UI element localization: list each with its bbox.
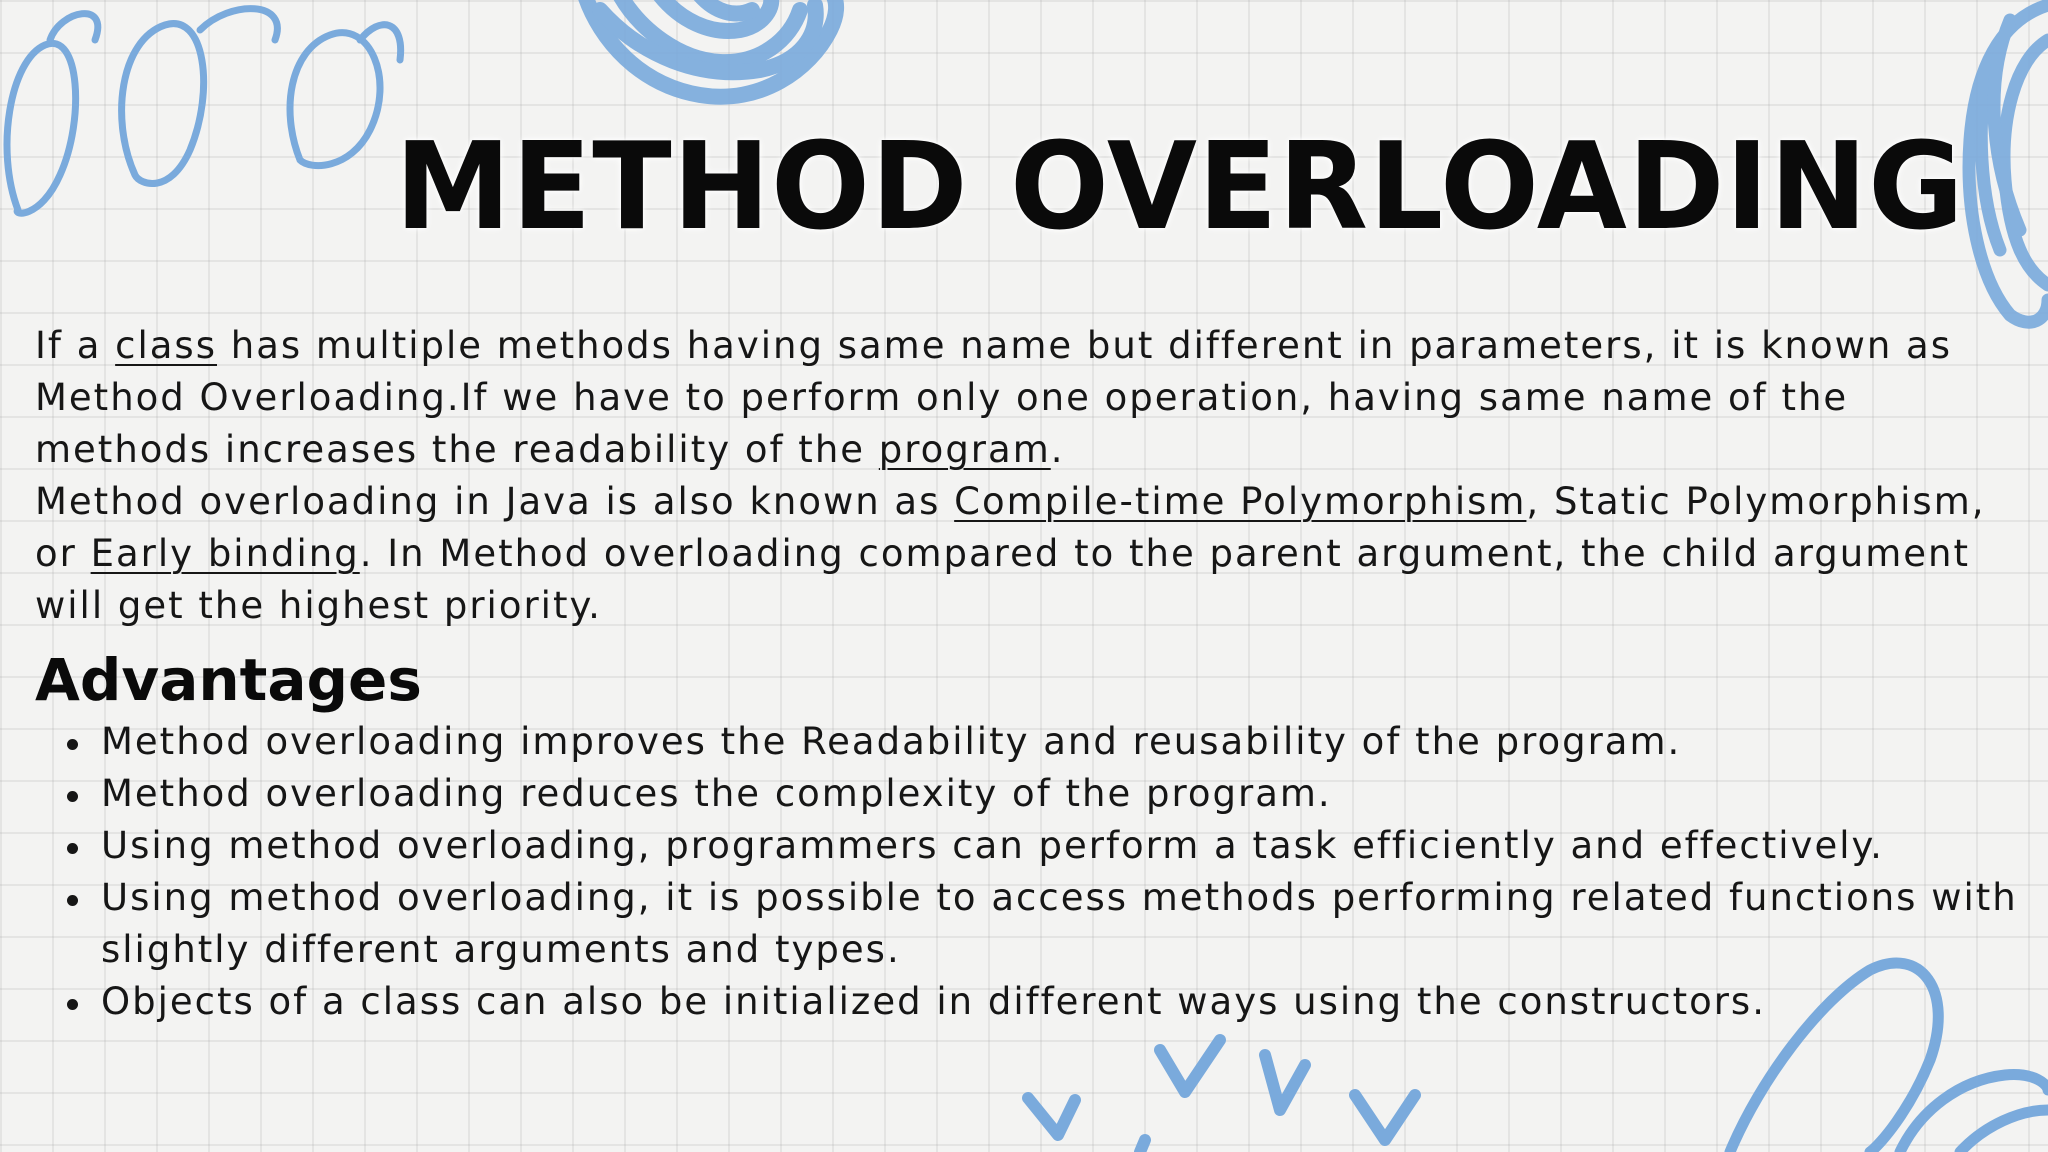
list-item: Method overloading reduces the complexity of the program. xyxy=(35,768,2025,820)
advantages-list xyxy=(35,716,2025,1028)
program-link[interactable]: program xyxy=(878,428,1051,471)
intro-text: If a xyxy=(35,324,116,367)
early-binding-link[interactable]: Early binding xyxy=(90,532,360,575)
advantages-heading: Advantages xyxy=(35,646,422,714)
list-item: Objects of a class can also be initialized in different ways using the constructors. xyxy=(35,976,2025,1028)
intro-text: has multiple methods having same name but different in parameters, it is known as Method Overloading.If we have to perform only one operation, having same name of the methods increases the readability of the xyxy=(35,324,1953,471)
blue-scribble-blob-icon xyxy=(585,0,836,97)
list-item: Using method overloading, it is possible to access methods performing related functions with slightly different arguments and types. xyxy=(35,872,2025,976)
list-item: Using method overloading, programmers can perform a task efficiently and effectively. xyxy=(35,820,2025,872)
compile-time-polymorphism-link[interactable]: Compile-time Polymorphism xyxy=(954,480,1527,523)
intro-paragraph xyxy=(35,320,2015,632)
list-item: Method overloading improves the Readability and reusability of the program. xyxy=(35,716,2025,768)
intro-text: Method overloading in Java is also known as xyxy=(35,480,955,523)
checkmark-scribble-icon xyxy=(1028,1040,1415,1152)
intro-text: , Static Polymorphism, or xyxy=(35,480,1986,575)
class-link[interactable]: class xyxy=(115,324,217,367)
blue-scribble-blob-icon xyxy=(1969,5,2048,322)
intro-text: . In Method overloading compared to the parent argument, the child argument will get the highest priority. xyxy=(35,532,1970,627)
loop-scribble-icon xyxy=(7,9,401,214)
intro-text: . xyxy=(1050,428,1065,471)
slide-title: METHOD OVERLOADING xyxy=(395,118,1965,257)
